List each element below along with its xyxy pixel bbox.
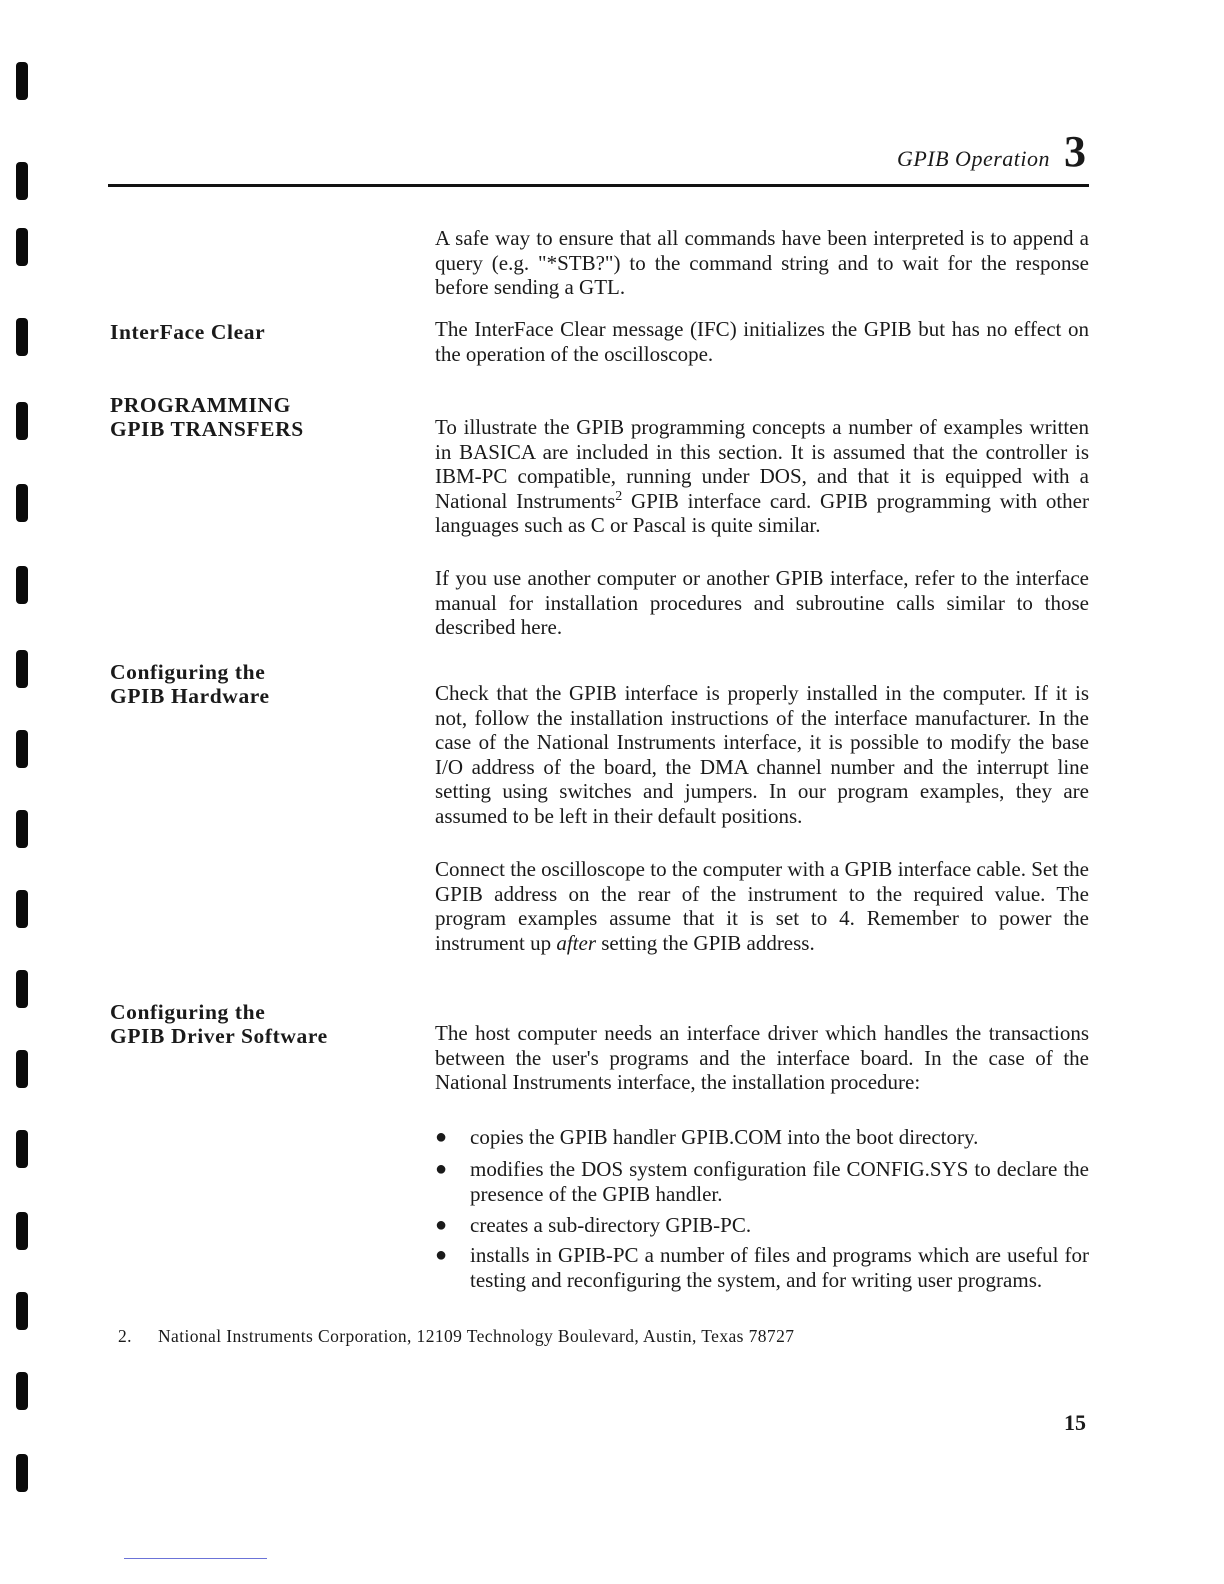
emphasis-after: after [556,930,596,955]
footnote-text: National Instruments Corporation, 12109 Technology Boulevard, Austin, Texas 78727 [158,1326,795,1346]
list-item: ● copies the GPIB handler GPIB.COM into the boot directory. [435,1125,979,1149]
paragraph-other-interface: If you use another computer or another GPIB interface, refer to the interface manual for installation procedures and subroutine calls similar to those described here. [435,566,1089,639]
footnote [118,1326,794,1347]
paragraph-hardware-check: Check that the GPIB interface is properly installed in the computer. If it is not, follow the installation instructions of the interface manufacturer. In the case of the National Instruments interface, it is possible to modify the base I/O address of the board, the DMA channel number and the interrupt line setting using switches and jumpers. In our program examples, they are assumed to be left in their default positions. [435,681,1089,828]
paragraph-programming-intro: To illustrate the GPIB programming concepts a number of examples written in BASICA are included in this section. It is assumed that the controller is IBM-PC compatible, running under DOS, and that it is equipped with a National Instruments$^2$ GPIB interface card. GPIB programming with other languages such as C or Pascal is quite similar. [435,415,1089,537]
footnote-ref: 2 [615,488,623,504]
chapter-number: 3 [1064,127,1086,176]
paragraph-gtl-query: A safe way to ensure that all commands have been interpreted is to append a query (e.g. "*STB?") to the command string and to wait for the response before sending a GTL. [435,226,1089,299]
footnote-number: 2. [118,1326,132,1346]
bottom-edge-line [124,1558,267,1559]
header-rule [108,184,1089,187]
list-item: ● installs in GPIB-PC a number of files and programs which are useful for testing and reconfiguring the system, and for writing user programs. [435,1243,1089,1292]
binder-hole-mark [16,162,28,200]
bullet-icon: ● [435,1214,448,1236]
binder-hole-mark [16,1292,28,1330]
running-header-title: GPIB Operation [896,146,1050,171]
binder-hole-mark [16,1130,28,1168]
list-item: ● creates a sub-directory GPIB-PC. [435,1213,752,1237]
binder-hole-mark [16,402,28,440]
binder-hole-mark [16,650,28,688]
paragraph-ifc: The InterFace Clear message (IFC) initializes the GPIB but has no effect on the operation of the oscilloscope. [435,317,1089,366]
paragraph-connect-cable: Connect the oscilloscope to the computer with a GPIB interface cable. Set the GPIB address on the rear of the instrument to the required value. The program examples assume that it is set to 4. Remember to power the instrument up after setting the GPIB address. [435,857,1089,955]
binder-hole-mark [16,810,28,848]
side-heading-programming: PROGRAMMING GPIB TRANSFERS [110,393,304,441]
bullet-icon: ● [435,1126,448,1148]
binder-hole-mark [16,318,28,356]
binder-hole-mark [16,484,28,522]
paragraph-driver-intro: The host computer needs an interface driver which handles the transactions between the user's programs and the interface board. In the case of the National Instruments interface, the installation procedure: [435,1021,1089,1094]
running-header [896,127,1086,176]
bullet-icon: ● [435,1158,448,1180]
side-heading-driver: Configuring the GPIB Driver Software [110,1000,328,1048]
binder-hole-mark [16,970,28,1008]
binder-hole-mark [16,890,28,928]
binder-hole-mark [16,228,28,266]
binder-hole-mark [16,1212,28,1250]
side-heading-hardware: Configuring the GPIB Hardware [110,660,270,708]
side-heading-ifc: InterFace Clear [110,320,266,344]
binder-hole-mark [16,1372,28,1410]
list-item: ● modifies the DOS system configuration file CONFIG.SYS to declare the presence of the GPIB handler. [435,1157,1089,1206]
binder-hole-mark [16,62,28,100]
binder-hole-mark [16,730,28,768]
binder-hole-mark [16,1050,28,1088]
bullet-icon: ● [435,1244,448,1266]
page-number: 15 [1064,1410,1086,1435]
binder-hole-mark [16,1454,28,1492]
binder-hole-mark [16,566,28,604]
